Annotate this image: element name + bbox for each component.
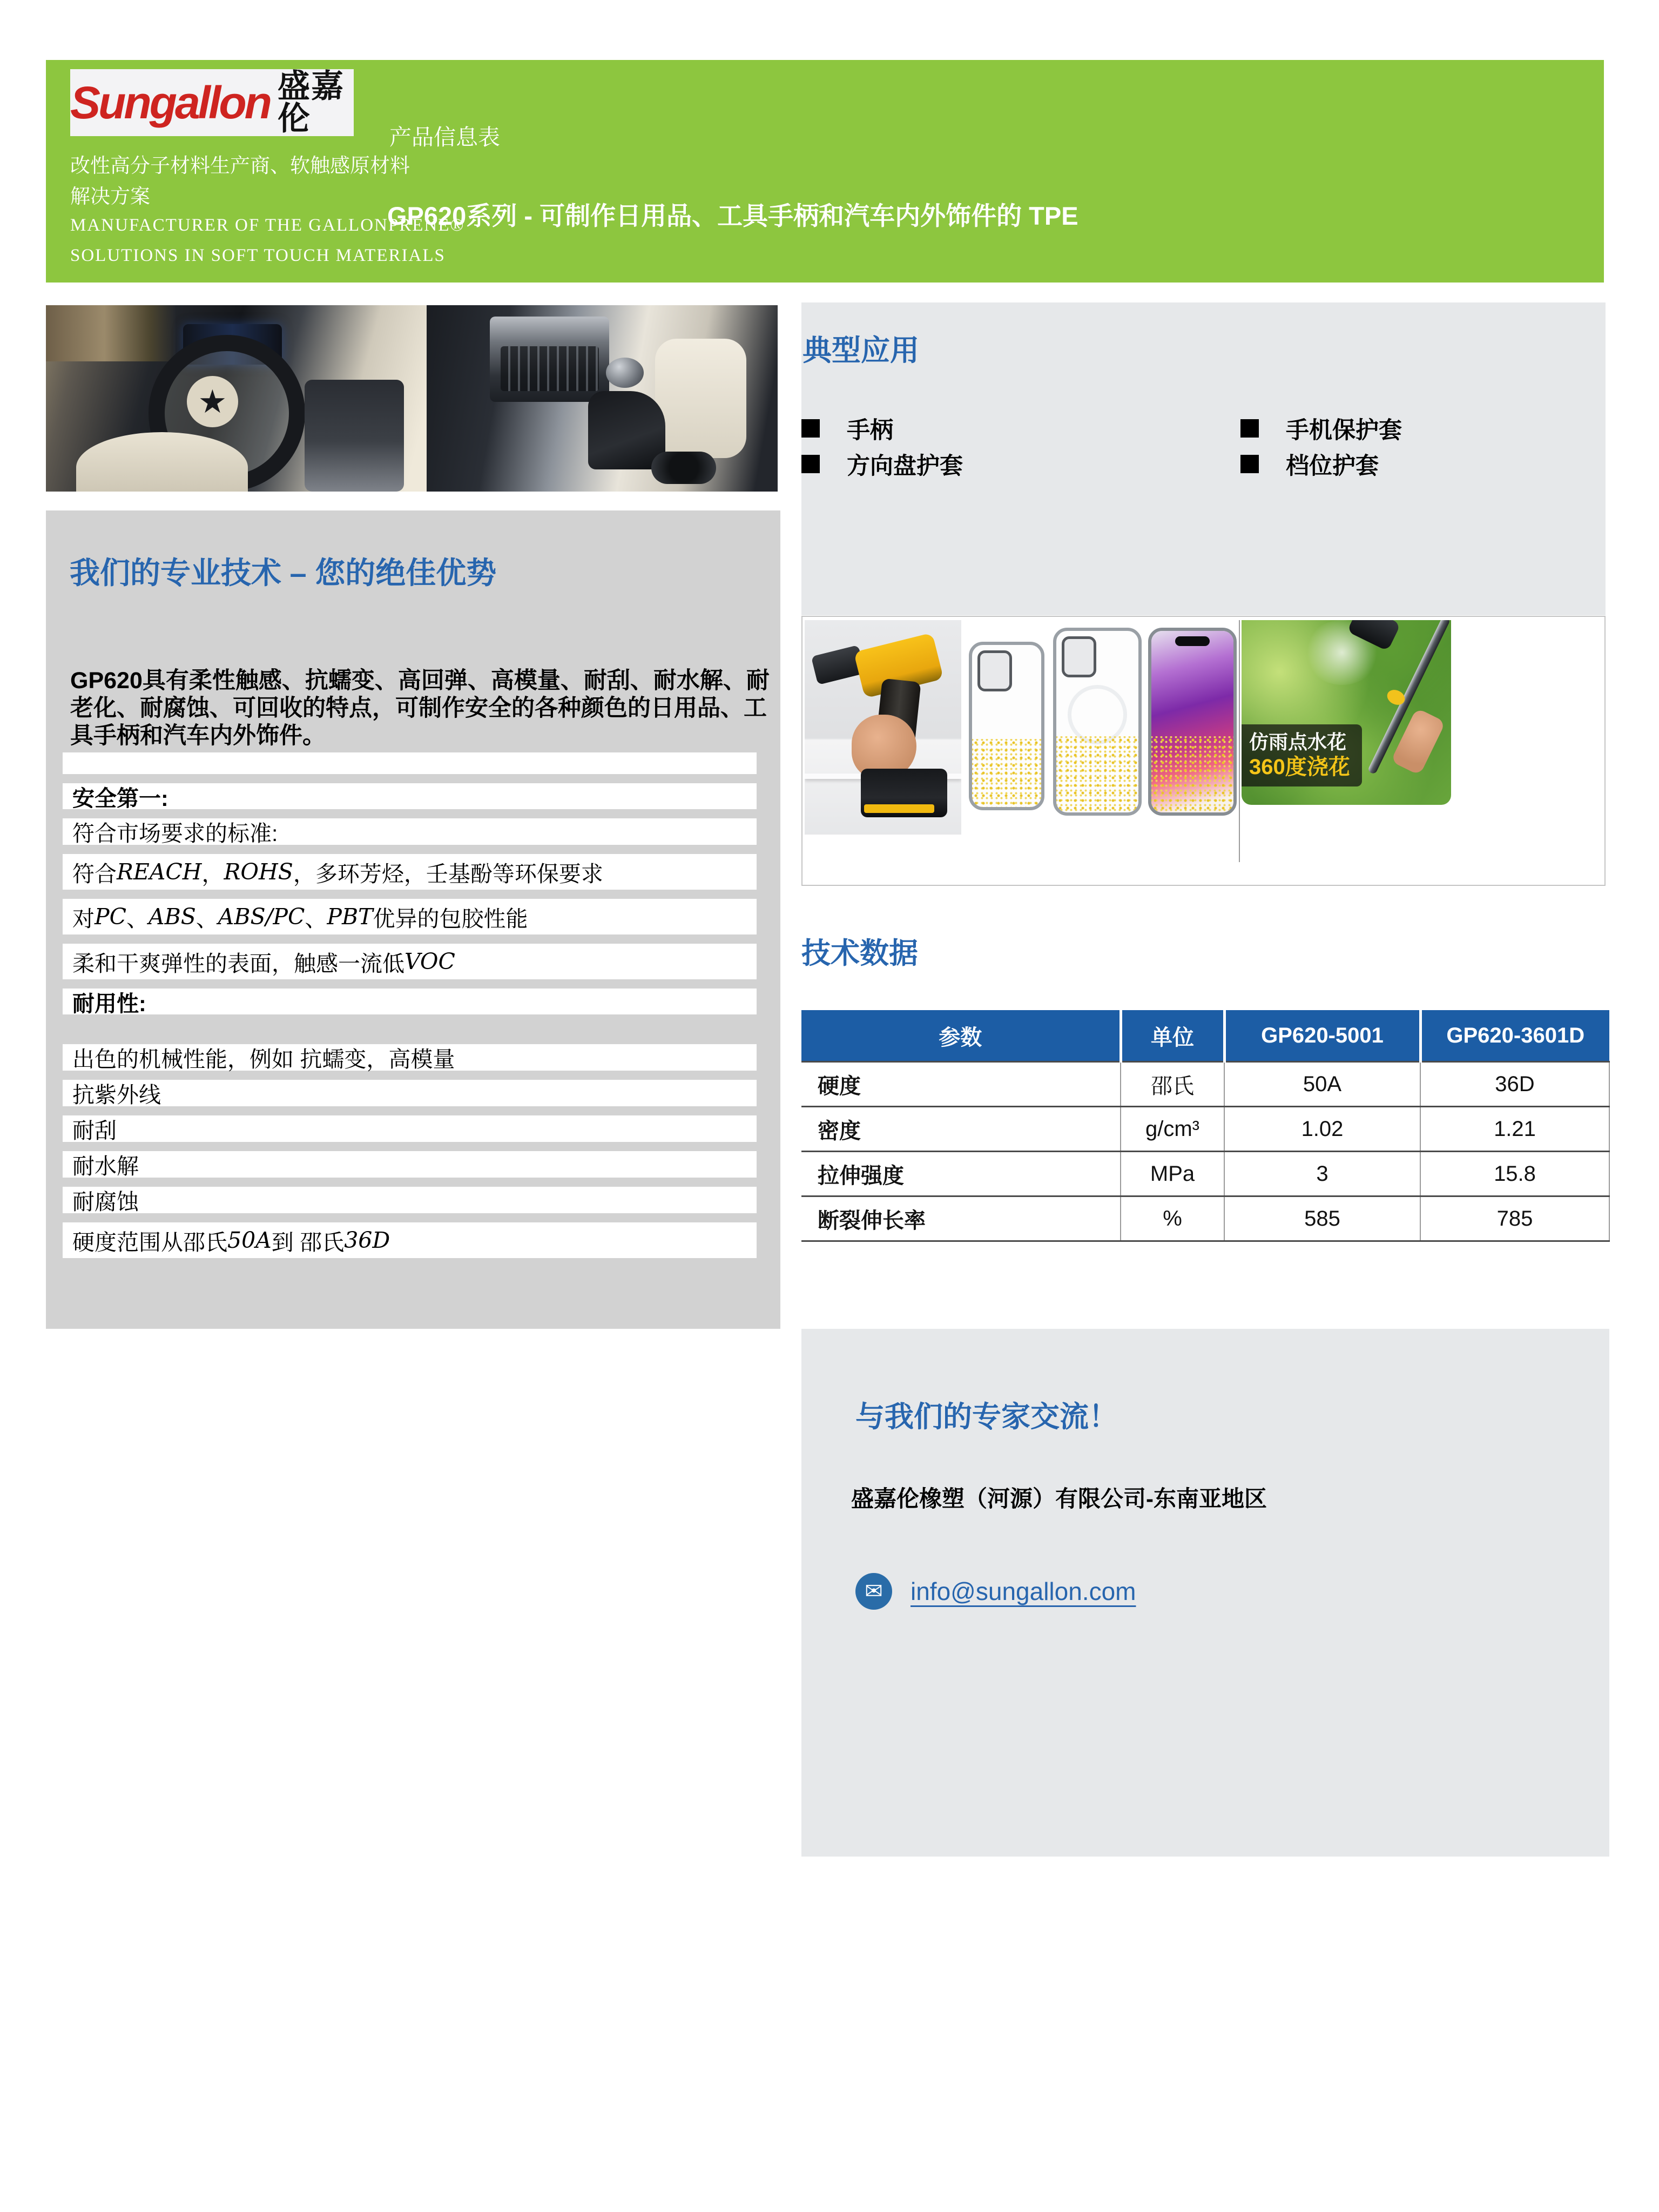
- camera-module: [977, 650, 1012, 691]
- glitter-decoration: [972, 739, 1041, 807]
- phone-with-screen: [1148, 628, 1237, 816]
- magsafe-ring: [1068, 685, 1127, 744]
- table-cell: 36D: [1420, 1062, 1609, 1107]
- applications-list: [801, 411, 1606, 482]
- cup-holder: [651, 452, 716, 484]
- bullet-square-icon: [1240, 455, 1259, 473]
- applications-column-2: [1240, 411, 1402, 482]
- sprayer-caption-line1: 仿雨点水花: [1249, 731, 1347, 753]
- gear-shift-boot: [588, 391, 665, 469]
- application-item: [1240, 411, 1402, 446]
- company-logo: [70, 69, 354, 136]
- bullet-square-icon: [801, 419, 820, 438]
- applications-column-1: [801, 411, 1240, 482]
- table-header-cell: GP620-5001: [1224, 1010, 1420, 1062]
- application-label: 档位护套: [1286, 453, 1379, 479]
- phone-cases-photo: [962, 620, 1238, 828]
- advantages-heading: 我们的专业技术 – 您的绝佳优势: [70, 556, 497, 590]
- garden-sprayer-photo: [1242, 620, 1451, 805]
- feature-bar: 符合市场要求的标准:: [63, 818, 757, 845]
- email-row: [855, 1573, 1136, 1610]
- table-cell: 785: [1420, 1196, 1609, 1241]
- glitter-decoration: [1151, 736, 1233, 812]
- feature-bar: 出色的机械性能，例如 抗蠕变，高模量: [63, 1044, 757, 1071]
- typical-applications-panel: [801, 302, 1606, 615]
- table-cell: 邵氏: [1121, 1062, 1224, 1107]
- table-cell: 15.8: [1420, 1152, 1609, 1196]
- logo-wordmark: Sungallon: [70, 77, 270, 128]
- car-gear-console-photo: [427, 305, 778, 492]
- table-row: [801, 1107, 1609, 1152]
- feature-bar: 柔和干爽弹性的表面，触感一流低 VOC: [63, 944, 757, 979]
- contact-heading: 与我们的专家交流！: [855, 1401, 1118, 1433]
- phone-case-middle: [1053, 628, 1142, 816]
- advantages-feature-list: [63, 752, 757, 1267]
- bullet-square-icon: [1240, 419, 1259, 438]
- feature-bar-spacer: [63, 752, 757, 774]
- table-header-cell: 单位: [1121, 1010, 1224, 1062]
- center-screen: [305, 380, 403, 492]
- table-row: [801, 1062, 1609, 1107]
- table-cell: %: [1121, 1196, 1224, 1241]
- application-item: [801, 411, 1240, 446]
- application-label: 方向盘护套: [847, 453, 963, 479]
- email-link[interactable]: info@sungallon.com: [911, 1577, 1136, 1605]
- battery-stripe: [864, 804, 934, 813]
- table-cell: MPa: [1121, 1152, 1224, 1196]
- feature-bar: 安全第一:: [63, 783, 757, 809]
- table-cell: 密度: [801, 1107, 1121, 1152]
- application-item: [1240, 446, 1402, 482]
- gear-knob: [606, 358, 644, 388]
- table-header-row: [801, 1010, 1609, 1062]
- feature-bar: 抗紫外线: [63, 1080, 757, 1106]
- application-label: 手柄: [847, 417, 893, 443]
- camera-pill: [1175, 636, 1210, 646]
- application-item: [801, 446, 1240, 482]
- table-cell: 50A: [1224, 1062, 1420, 1107]
- feature-bar: 耐用性:: [63, 989, 757, 1014]
- table-row: [801, 1152, 1609, 1196]
- console-buttons: [501, 346, 599, 391]
- table-cell: 拉伸强度: [801, 1152, 1121, 1196]
- page-title: GP620系列 - 可制作日用品、工具手柄和汽车内外饰件的 TPE: [387, 201, 1078, 230]
- glitter-decoration: [1056, 736, 1138, 812]
- email-envelope-icon: ✉: [855, 1573, 892, 1610]
- feature-bar: 符合 REACH ， ROHS ，多环芳烃，壬基酚等环保要求: [63, 854, 757, 890]
- brand-emblem-icon: ★: [198, 383, 227, 420]
- feature-bar: 耐刮: [63, 1115, 757, 1142]
- advantages-paragraph: GP620具有柔性触感、抗蠕变、高回弹、高模量、耐刮、耐水解、耐老化、耐腐蚀、可回收的特点，可制作安全的各种颜色的日用品、工具手柄和汽车内外饰件。: [70, 668, 770, 749]
- camera-module: [1062, 636, 1096, 677]
- product-examples-panel: [801, 616, 1606, 886]
- table-header-cell: GP620-3601D: [1420, 1010, 1609, 1062]
- tagline-cn-2: 解决方案: [70, 185, 150, 207]
- applications-heading: 典型应用: [802, 334, 919, 367]
- sprayer-caption-line2: 360度浇花: [1249, 755, 1350, 779]
- panel-divider: [1239, 620, 1240, 862]
- contact-experts-box: [801, 1329, 1609, 1857]
- table-cell: 585: [1224, 1196, 1420, 1241]
- company-name: 盛嘉伦橡塑（河源）有限公司-东南亚地区: [851, 1486, 1267, 1511]
- tagline-en-2: SOLUTIONS IN SOFT TOUCH MATERIALS: [70, 246, 446, 265]
- sprayer-caption: [1242, 724, 1362, 786]
- document-type-label: 产品信息表: [389, 125, 500, 150]
- car-window-area: [46, 305, 176, 361]
- feature-bar: 耐水解: [63, 1151, 757, 1178]
- table-cell: 1.02: [1224, 1107, 1420, 1152]
- table-cell: 3: [1224, 1152, 1420, 1196]
- table-cell: 断裂伸长率: [801, 1196, 1121, 1241]
- feature-bar: 耐腐蚀: [63, 1187, 757, 1213]
- tagline-en-1: MANUFACTURER OF THE GALLONPRENE®: [70, 216, 465, 235]
- table-cell: 硬度: [801, 1062, 1121, 1107]
- table-cell: 1.21: [1420, 1107, 1609, 1152]
- bullet-square-icon: [801, 455, 820, 473]
- expertise-advantages-box: [46, 510, 780, 1329]
- header-banner: [46, 60, 1604, 283]
- phone-case-left: [969, 642, 1044, 810]
- car-seat-white: [655, 339, 746, 458]
- tech-data-heading: 技术数据: [801, 937, 918, 970]
- tech-data-table: [801, 1010, 1610, 1242]
- car-interior-steering-wheel-photo: [46, 305, 427, 492]
- logo-chinese-name: 盛嘉伦: [277, 68, 345, 137]
- power-drill-photo: [805, 620, 961, 835]
- feature-bar: 硬度范围从邵氏 50A 到 邵氏 36D: [63, 1222, 757, 1258]
- table-row: [801, 1196, 1609, 1241]
- tagline-cn-1: 改性高分子材料生产商、软触感原材料: [70, 154, 410, 177]
- feature-bar: 对 PC 、 ABS 、 ABS/PC 、 PBT 优异的包胶性能: [63, 899, 757, 934]
- application-label: 手机保护套: [1286, 417, 1402, 443]
- table-header-cell: 参数: [801, 1010, 1121, 1062]
- table-cell: g/cm³: [1121, 1107, 1224, 1152]
